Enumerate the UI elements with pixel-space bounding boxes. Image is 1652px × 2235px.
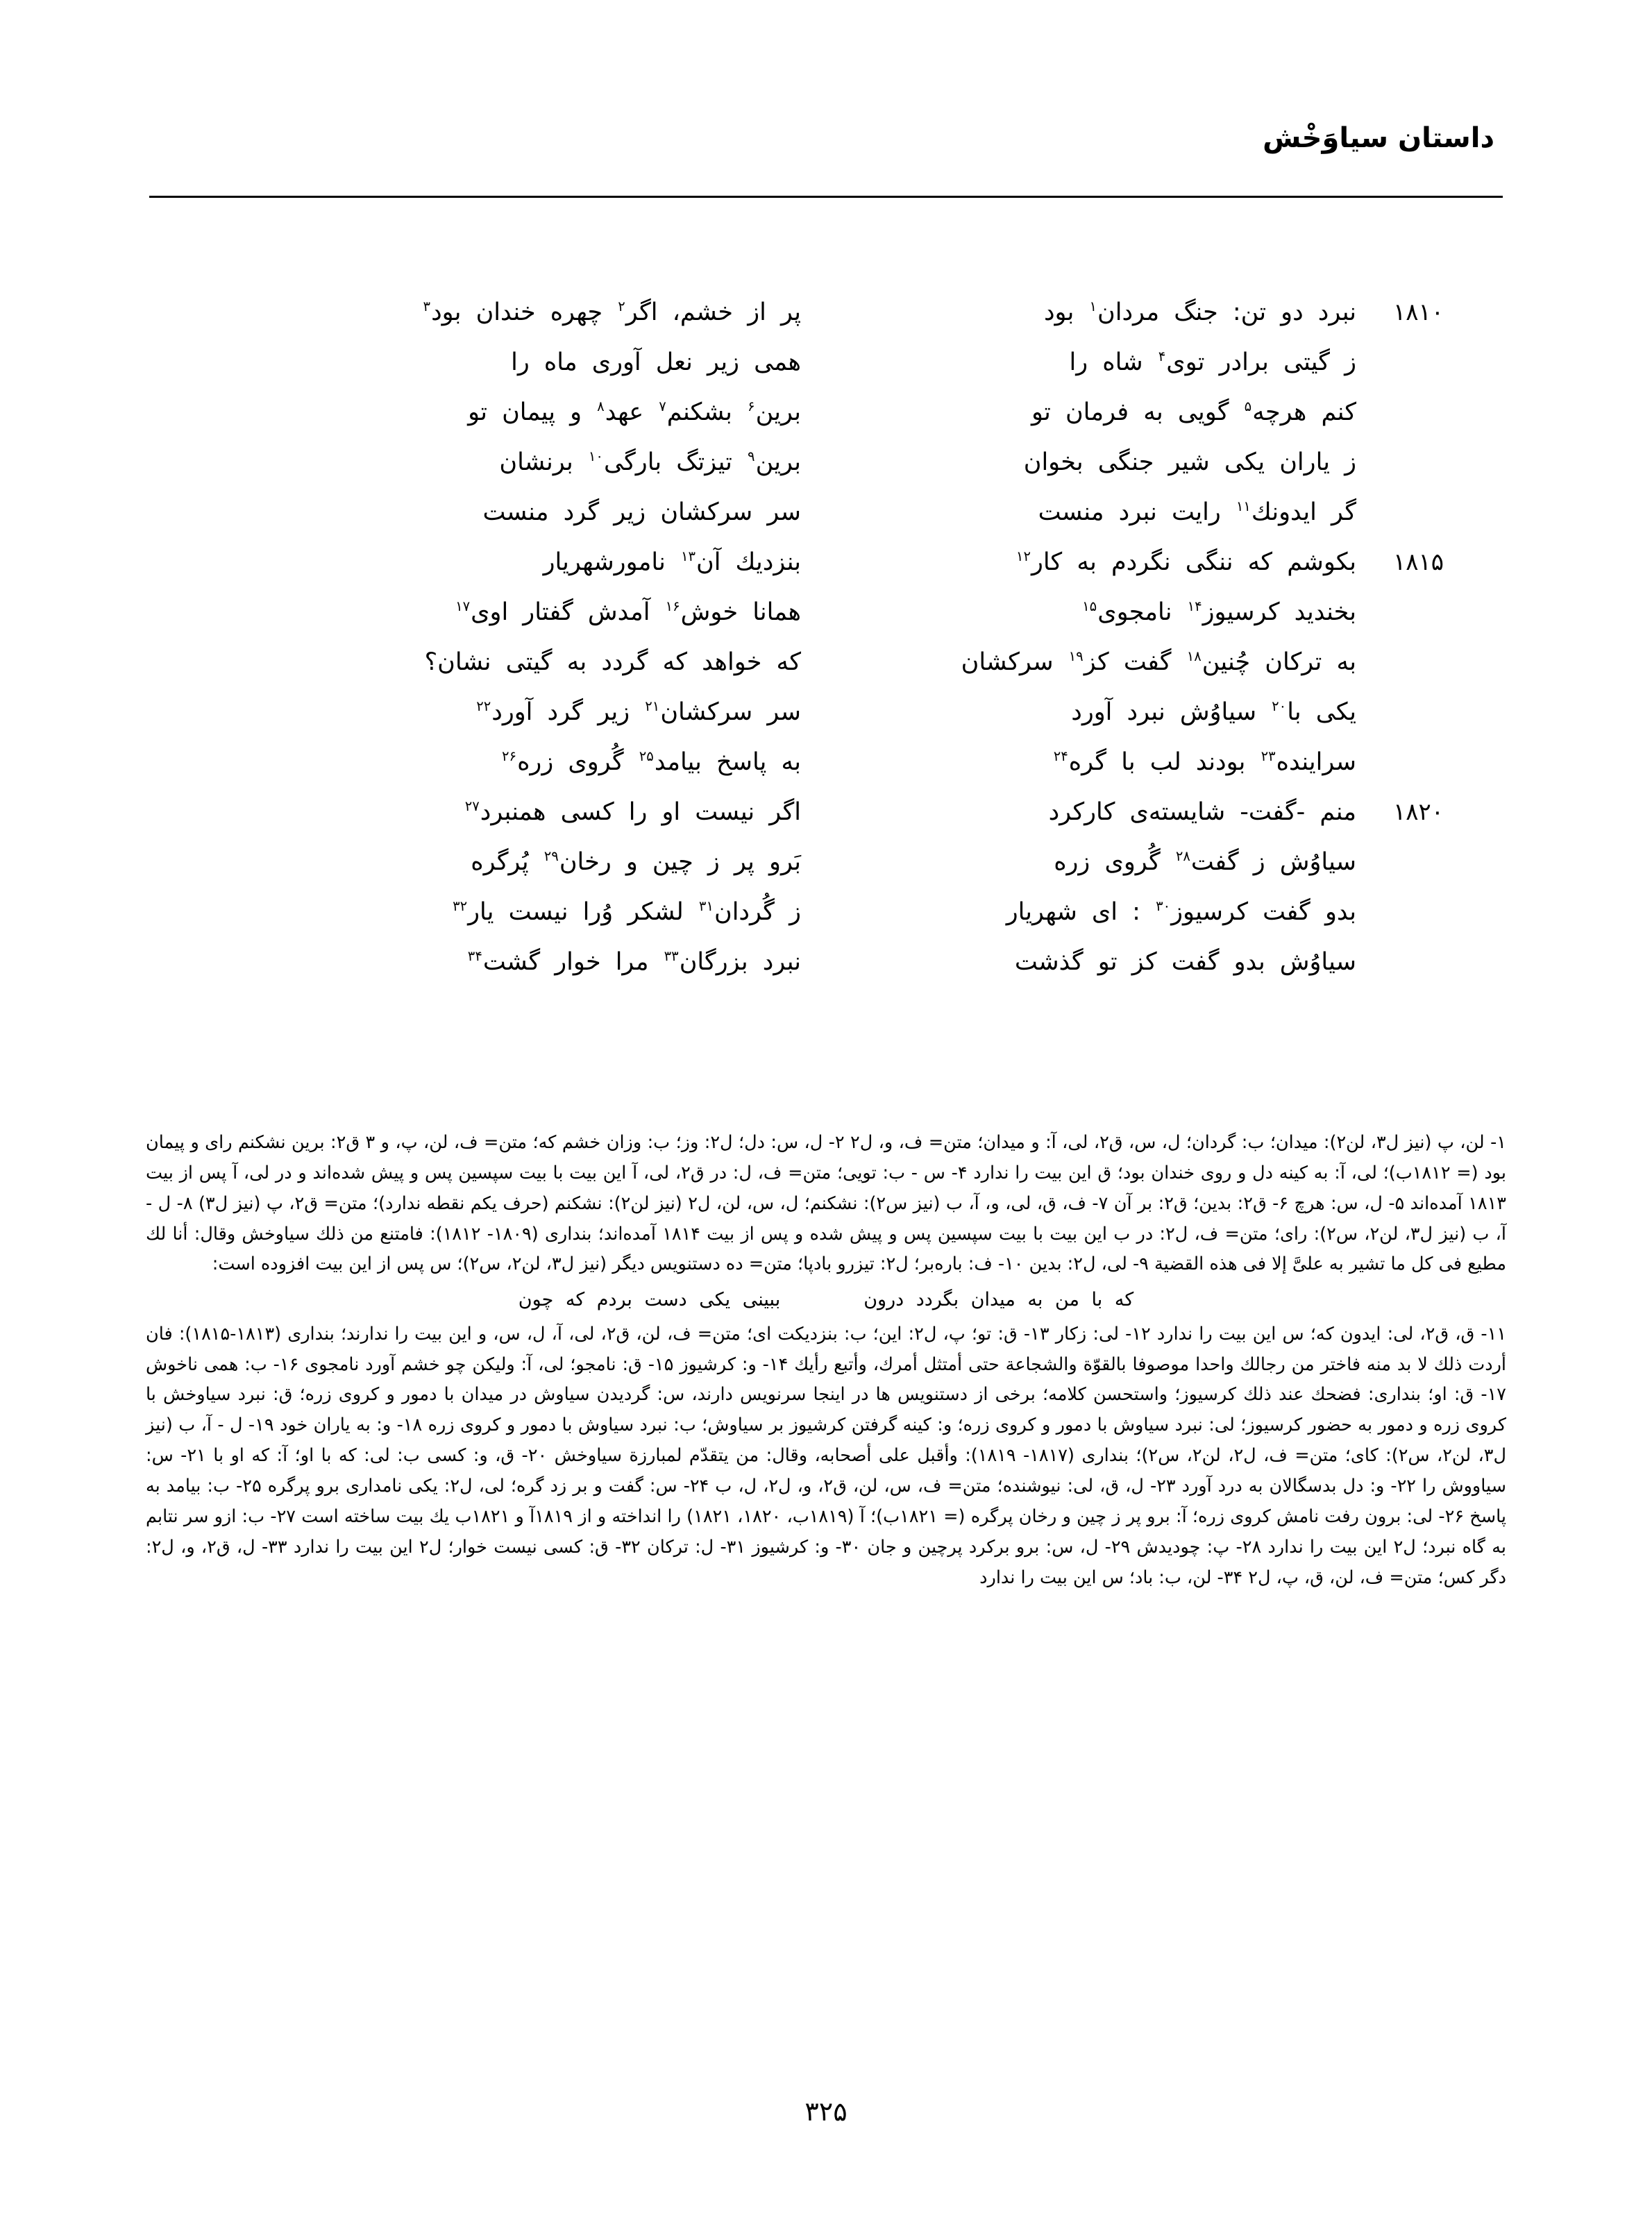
hemistich-text: بخندید کرسیوز$^{۱۴}$ نامجوی$^{۱۵}$ [1082, 598, 1356, 626]
hemistich-left [278, 848, 819, 876]
hemistich-right [819, 948, 1360, 976]
hemistich-left [278, 598, 819, 626]
footnote-marker: ۱۸ [1186, 648, 1202, 665]
verse-line [208, 898, 1444, 948]
footnote-marker: ۳۰ [1156, 898, 1171, 915]
hemistich-right [819, 348, 1360, 376]
hemistich-text: بکوشم که ننگی نگردم به کار$^{۱۲}$ [1015, 548, 1356, 576]
hemistich-right [819, 548, 1360, 576]
verse-line [208, 298, 1444, 348]
verse-line [208, 448, 1444, 498]
verse-line [208, 798, 1444, 848]
footnote-marker: ۱۰ [588, 448, 603, 465]
verse-line-number: ۱۸۱۵ [1392, 548, 1444, 576]
hemistich-right [819, 298, 1360, 326]
hemistich-text: برین$^۹$ تیزتگ بارگی$^{۱۰}$ برنشان [499, 448, 801, 476]
apparatus-paragraph: ۱- لن، پ (نیز ل۳، لن۲): میدان؛ ب: گردان؛ ل، س، ق۲، لی، آ: و میدان؛ متن= ف، و، ل۲ ۲- ل، س: دل؛ ل۲: وز؛ ب: وزان خشم که؛ متن= ف، لن، پ، و ۳ ق۲: برین نشکنم رای و پیمان بود (= ۱۸۱۲ب)؛ لی، آ: به کینه دل و روی خندان بود؛ ق این بیت را ندارد ۴- س - ب: تویی؛ متن= ف، ل: در ق۲، لی، آ این بیت با بیت سپسین پس و پیش شده‌اند و در لی، آ پس از بیت ۱۸۱۳ آمده‌اند ۵- ل، س: هرچ ۶- ق۲: بدین؛ ق۲: بر آن ۷- ف، ق، لی، و، آ، ب (نیز س۲): نشکنم؛ ل، س، لن، ل۲ (نیز لن۲): نشکنم (حرف یکم نقطه ندارد)؛ متن= ق۲، پ (نیز ل۳) ۸- ل - آ، ب (نیز ل۳، لن۲، س۲): رای؛ متن= ف، ل۲: در ب این بیت با بیت سپسین پس و پیش شده و پس از بیت ۱۸۱۴ آمده‌اند؛ بنداری (۱۸۰۹- ۱۸۱۲): فامتنع من ذلك سیاوخش وقال: أنا لك مطیع فی کل ما تشیر به علیَّ إلا فی هذه القضیة ۹- لی، ل۲: بدین ۱۰- ف: بارەبر؛ ل۲: تیزرو بادپا؛ متن= ده دستنویس دیگر (نیز ل۳، لن۲، س۲)؛ س پس از این بیت افزوده است: [146, 1132, 1506, 1275]
footnote-marker: ۱۶ [665, 598, 680, 615]
hemistich-text: اگر نیست او را کسی همنبرد$^{۲۷}$ [464, 798, 801, 826]
hemistich-left [278, 748, 819, 776]
hemistich-text: بنزدیك آن$^{۱۳}$ نامورشهریار [543, 548, 801, 576]
hemistich-text: ز یاران یکی شیر جنگی بخوان [1023, 448, 1356, 476]
page-number: ۳۲۵ [804, 2096, 848, 2127]
footnote-marker: ۳۱ [698, 898, 714, 915]
footnote-marker: ۲۹ [543, 848, 559, 865]
verse-line [208, 748, 1444, 798]
hemistich-text: گر ایدونك$^{۱۱}$ رایت نبرد منست [1038, 498, 1356, 526]
hemistich-right [819, 748, 1360, 776]
hemistich-text: همانا خوش$^{۱۶}$ آمدش گفتار اوی$^{۱۷}$ [455, 598, 801, 626]
footnote-marker: ۲۲ [476, 698, 491, 715]
hemistich-left [278, 348, 819, 376]
footnote-marker: ۷ [659, 398, 666, 415]
footnote-marker: ۱ [1089, 298, 1097, 315]
verse-line [208, 498, 1444, 548]
hemistich-left [278, 398, 819, 426]
footnote-marker: ۱۹ [1068, 648, 1084, 665]
footnote-marker: ۱۳ [680, 548, 696, 565]
apparatus-paragraph: ۱۱- ق، ق۲، لی: ایدون که؛ س این بیت را ندارد ۱۲- لی: زکار ۱۳- ق: تو؛ پ، ل۲: این؛ ب: بنزدیکت ای؛ متن= ف، لن، ق۲، لی، آ، ل، س، و این بیت را ندارند؛ بنداری (۱۸۱۳-۱۸۱۵): فان أردت ذلك لا بد منه فاختر من رجالك واحدا موصوفا بالقوّة والشجاعة حتی أمتثل أمرك، وأتبع رأیك ۱۴- و: کرشیوز ۱۵- ق: نامجو؛ لی، آ: ولیکن چو خشم آورد نامجوی ۱۶- ب: همی ناخوش ۱۷- ق: او؛ بنداری: فضحك عند ذلك کرسیوز؛ واستحسن کلامه؛ برخی از دستنویس ها در اینجا سرنویس دارند، س: گردیدن سیاوش در میدان با دمور و کروی زره؛ ق: نبرد سیاوخش با کروی زره و دمور به حضور کرسیوز؛ لی: نبرد سیاوش با دمور و کروی زره؛ و: کینه گرفتن کرشیوز بر سیاوش؛ ب: نبرد سیاوش با دمور و کروی زره ۱۸- و: به یاران خود ۱۹- ل - آ، ب (نیز ل۳، لن۲، س۲): کای؛ متن= ف، ل۲، لن۲، س۲)؛ بنداری (۱۸۱۷- ۱۸۱۹): وأقبل علی أصحابه، وقال: من یتقدّم لمبارزة سیاوخش ۲۰- ق، و: کسی ب: لی: که با او؛ آ: که او با ۲۱- س: سیاووش را ۲۲- و: دل بدسگالان به درد آورد ۲۳- ل، ق، لی: نیوشنده؛ متن= ف، س، لن، ق۲، و، ل۲، ل، ب ۲۴- س: گفت و بر زد گره؛ لی، ل۲: یکی نامداری برو پرگره ۲۵- ب: بیامد به پاسخ ۲۶- لی: برون رفت نامش کروی زره؛ آ: برو پر ز چین و رخان پرگره (= ۱۸۲۱ب)؛ آ (۱۸۱۹ب، ۱۸۲۰، ۱۸۲۱) را انداخته و از ۱۸۱۹آ و ۱۸۲۱ب یك بیت ساخته است ۲۷- ب: ازو سر نتابم به گاه نبرد؛ ل۲ این بیت را ندارد ۲۸- پ: چودیدش ۲۹- ل، س: برو برکرد پرچین و جان ۳۰- و: کرشیوز ۳۱- ل: ترکان ۳۲- ق: کسی نیست خوار؛ ل۲ این بیت را ندارد ۳۳- ل، ق۲، و، ل۲: دگر کس؛ متن= ف، لن، ق، پ، ل۲ ۳۴- لن، ب: باد؛ س این بیت را ندارد [146, 1323, 1507, 1588]
hemistich-text: ز گُردان$^{۳۱}$ لشکر وُرا نیست یار$^{۳۲}$ [453, 898, 801, 926]
footnote-marker: ۲۳ [1261, 748, 1276, 765]
verse-line [208, 548, 1444, 598]
verse-line [208, 698, 1444, 748]
hemistich-text: سر سرکشان$^{۲۱}$ زیر گرد آورد$^{۲۲}$ [476, 698, 801, 726]
footnote-marker: ۱۲ [1015, 548, 1031, 565]
hemistich-text: به ترکان چُنین$^{۱۸}$ گفت کز$^{۱۹}$ سرکشان [961, 648, 1356, 676]
verse-line [208, 648, 1444, 698]
footnote-marker: ۸ [597, 398, 605, 415]
hemistich-text: بَرو پر ز چین و رخان$^{۲۹}$ پُرگره [471, 848, 801, 876]
hemistich-left [278, 898, 819, 926]
hemistich-right [819, 698, 1360, 726]
hemistich-left [278, 698, 819, 726]
hemistich-text: پر از خشم، اگر$^۲$ چهره خندان بود$^۳$ [423, 298, 801, 326]
verse-line-number: ۱۸۲۰ [1392, 798, 1444, 826]
footnote-marker: ۹ [748, 448, 755, 465]
verse-block [208, 298, 1444, 998]
hemistich-left [278, 798, 819, 826]
verse-line [208, 948, 1444, 998]
verse-line [208, 848, 1444, 898]
hemistich-left [278, 948, 819, 976]
hemistich-right [819, 848, 1360, 876]
verse-line [208, 348, 1444, 398]
footnote-marker: ۲۵ [639, 748, 654, 765]
hemistich-left [278, 448, 819, 476]
hemistich-text: برین$^۶$ بشکنم$^۷$ عهد$^۸$ و پیمان تو [468, 398, 801, 426]
footnote-marker: ۲۷ [464, 798, 480, 815]
footnote-marker: ۲۰ [1272, 698, 1287, 715]
hemistich-text: نبرد دو تن: جنگ مردان$^۱$ بود [1043, 298, 1356, 326]
critical-apparatus [146, 1128, 1506, 1593]
footnote-marker: ۲۶ [502, 748, 517, 765]
hemistich-text: نبرد بزرگان$^{۳۳}$ مرا خوار گشت$^{۳۴}$ [467, 948, 801, 976]
page-header [149, 121, 1503, 198]
hemistich-text: سراینده$^{۲۳}$ بودند لب با گره$^{۲۴}$ [1053, 748, 1356, 776]
apparatus-inset-verse [146, 1284, 1506, 1316]
hemistich-right [819, 898, 1360, 926]
hemistich-text: که خواهد که گردد به گیتی نشان؟ [424, 648, 801, 676]
hemistich-text: سیاوُش ز گفت$^{۲۸}$ گُروی زره [1054, 848, 1356, 876]
footnote-marker: ۳ [423, 298, 431, 315]
hemistich-left [278, 298, 819, 326]
hemistich-right [819, 598, 1360, 626]
hemistich-text: سیاوُش بدو گفت کز تو گذشت [1014, 948, 1356, 976]
verse-line [208, 598, 1444, 648]
hemistich-right [819, 398, 1360, 426]
inset-hemistich-left: ببینی یکی دست بردم که چون [518, 1289, 781, 1311]
hemistich-text: ز گیتی برادر توی$^۴$ شاه را [1069, 348, 1356, 376]
hemistich-text: همی زیر نعل آوری ماه را [511, 348, 801, 376]
hemistich-right [819, 648, 1360, 676]
footnote-marker: ۳۳ [664, 948, 679, 965]
footnote-marker: ۱۵ [1082, 598, 1097, 615]
footnote-marker: ۳۲ [453, 898, 468, 915]
footnote-marker: ۶ [748, 398, 755, 415]
hemistich-right [819, 798, 1360, 826]
verse-line [208, 398, 1444, 448]
hemistich-text: یکی با$^{۲۰}$ سیاوُش نبرد آورد [1071, 698, 1356, 726]
inset-hemistich-right: که با من به میدان بگردد درون [863, 1289, 1134, 1311]
hemistich-left [278, 648, 819, 676]
verse-line-number: ۱۸۱۰ [1392, 298, 1444, 326]
footnote-marker: ۲۸ [1175, 848, 1190, 865]
footnote-marker: ۵ [1244, 398, 1252, 415]
footnote-marker: ۲۱ [645, 698, 660, 715]
footnote-marker: ۱۴ [1187, 598, 1202, 615]
hemistich-text: بدو گفت کرسیوز$^{۳۰}$ : ای شهریار [1006, 898, 1356, 926]
running-title: داستان سیاوَخْش [1263, 122, 1494, 154]
footnote-marker: ۲ [618, 298, 625, 315]
hemistich-left [278, 548, 819, 576]
hemistich-right [819, 498, 1360, 526]
hemistich-right [819, 448, 1360, 476]
hemistich-text: سر سرکشان زیر گرد منست [482, 498, 801, 526]
footnote-marker: ۱۱ [1236, 498, 1251, 515]
hemistich-text: به پاسخ بیامد$^{۲۵}$ گُروی زره$^{۲۶}$ [502, 748, 801, 776]
footnote-marker: ۲۴ [1053, 748, 1068, 765]
header-divider-rule [149, 196, 1503, 198]
footnote-marker: ۱۷ [455, 598, 471, 615]
footnote-marker: ۳۴ [467, 948, 482, 965]
hemistich-left [278, 498, 819, 526]
footnote-marker: ۴ [1158, 348, 1166, 365]
hemistich-text: منم -گفت- شایسته‌ی کارکرد [1048, 798, 1356, 826]
hemistich-text: کنم هرچه$^۵$ گویی به فرمان تو [1031, 398, 1356, 426]
